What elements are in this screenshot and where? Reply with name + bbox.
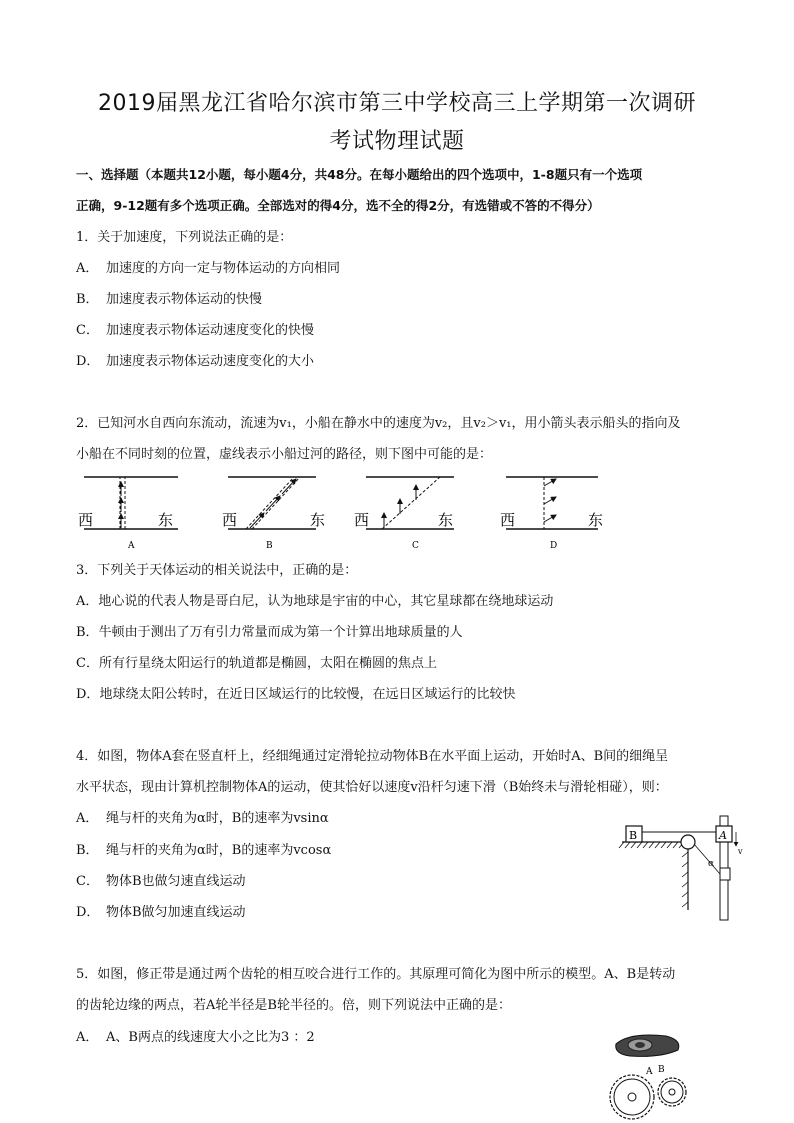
q4-option-d <box>76 904 246 922</box>
q1-option-b <box>76 291 262 309</box>
q3-option-d <box>76 686 515 704</box>
west-label: 西 <box>500 511 516 529</box>
q3-option-c <box>76 655 437 673</box>
figure-label: B <box>266 541 273 551</box>
option-label: A． <box>76 261 99 276</box>
q5-stem-line1: 5．如图，修正带是通过两个齿轮的相互咬合进行工作的。其原理可简化为图中所示的模型。A、B是转动 <box>76 967 676 982</box>
q5-stem-line2: 的齿轮边缘的两点，若A轮半径是B轮半径的。倍，则下列说法中正确的是： <box>76 998 511 1013</box>
figure-label: D <box>550 541 558 551</box>
doc-title-line2: 考试物理试题 <box>329 129 465 154</box>
option-text: 物体B做匀加速直线运动 <box>106 905 246 920</box>
west-label: 西 <box>78 511 94 529</box>
option-label: D． <box>76 905 100 920</box>
section-heading-line1: 一、选择题（本题共12小题，每小题4分，共48分。在每小题给出的四个选项中，1-8题只有一个选项 <box>76 167 643 182</box>
option-text: 加速度表示物体运动速度变化的大小 <box>106 354 315 369</box>
option-label: C． <box>76 656 99 671</box>
option-label: B． <box>76 843 99 858</box>
river-crossing-figures <box>70 470 630 555</box>
option-text: 绳与杆的夹角为α时，B的速率为vsinα <box>106 811 329 826</box>
option-label: A． <box>76 594 99 609</box>
gear-b-icon <box>658 1078 686 1106</box>
option-label: D． <box>76 354 100 369</box>
option-text: 所有行星绕太阳运行的轨道都是椭圆，太阳在椭圆的焦点上 <box>98 656 437 671</box>
west-label: 西 <box>354 511 370 529</box>
block-a-label: A <box>719 829 727 842</box>
q1-option-c <box>76 322 314 340</box>
q4-option-c <box>76 873 246 891</box>
q1-stem: 1．关于加速度，下列说法正确的是： <box>76 230 293 245</box>
option-label: B． <box>76 625 99 640</box>
option-label: A． <box>76 1030 99 1045</box>
q2-stem-line2: 小船在不同时刻的位置，虚线表示小船过河的路径，则下图中可能的是： <box>76 447 493 462</box>
option-text: 加速度表示物体运动的快慢 <box>106 292 263 307</box>
option-text: 绳与杆的夹角为α时，B的速率为vcosα <box>106 843 332 858</box>
east-label: 东 <box>438 511 454 529</box>
river-figure-d <box>500 477 603 551</box>
point-a-label: A <box>646 1067 653 1077</box>
q3-stem: 3．下列关于天体运动的相关说法中，正确的是： <box>76 563 358 578</box>
q4-option-b <box>76 842 331 860</box>
option-label: D． <box>76 687 100 702</box>
east-label: 东 <box>158 511 174 529</box>
option-label: C． <box>76 323 99 338</box>
velocity-label: v <box>738 847 743 856</box>
option-label: A． <box>76 811 99 826</box>
q4-stem-line1: 4．如图，物体A套在竖直杆上，经细绳通过定滑轮拉动物体B在水平面上运动，开始时A、B间的细绳呈 <box>76 749 669 764</box>
west-label: 西 <box>222 511 238 529</box>
alpha-label: α <box>708 859 715 869</box>
gear-a-icon <box>610 1075 654 1119</box>
q3-option-a <box>76 593 553 611</box>
q1-option-d <box>76 353 314 371</box>
q4-option-a <box>76 810 329 828</box>
option-text: 加速度表示物体运动速度变化的快慢 <box>106 323 315 338</box>
option-label: B． <box>76 292 99 307</box>
river-figure-a <box>78 477 178 551</box>
option-text: 牛顿由于测出了万有引力常量而成为第一个计算出地球质量的人 <box>98 625 463 640</box>
doc-title-line1: 2019届黑龙江省哈尔滨市第三中学校高三上学期第一次调研 <box>98 91 696 116</box>
pulley-figure <box>612 812 752 922</box>
east-label: 东 <box>588 511 604 529</box>
q3-option-b <box>76 624 463 642</box>
block-b-label: B <box>629 829 638 842</box>
section-heading-line2: 正确，9-12题有多个选项正确。全部选对的得4分，选不全的得2分，有选错或不答的不得分） <box>76 198 600 213</box>
figure-label: C <box>412 541 419 551</box>
option-label: C． <box>76 874 99 889</box>
correction-tape-figure <box>600 1030 700 1123</box>
river-figure-b <box>222 477 325 551</box>
q2-stem-line1: 2．已知河水自西向东流动，流速为v₁，小船在静水中的速度为v₂，且v₂＞v₁，用小箭头表示船头的指向及 <box>76 416 681 431</box>
q1-option-a <box>76 260 340 278</box>
east-label: 东 <box>310 511 326 529</box>
point-b-label: B <box>658 1065 665 1075</box>
option-text: 地心说的代表人物是哥白尼，认为地球是宇宙的中心，其它星球都在绕地球运动 <box>98 594 554 609</box>
correction-tape-icon <box>616 1035 679 1056</box>
q5-option-a <box>76 1029 315 1047</box>
option-text: A、B两点的线速度大小之比为3 ：2 <box>106 1030 315 1045</box>
figure-label: A <box>128 541 135 551</box>
option-text: 物体B也做匀速直线运动 <box>106 874 246 889</box>
river-figure-c <box>354 477 454 551</box>
option-text: 地球绕太阳公转时，在近日区域运行的比较慢，在远日区域运行的比较快 <box>99 687 516 702</box>
option-text: 加速度的方向一定与物体运动的方向相同 <box>106 261 341 276</box>
q4-stem-line2: 水平状态，现由计算机控制物体A的运动，使其恰好以速度v沿杆匀速下滑（B始终未与滑轮相碰），则： <box>76 780 668 795</box>
